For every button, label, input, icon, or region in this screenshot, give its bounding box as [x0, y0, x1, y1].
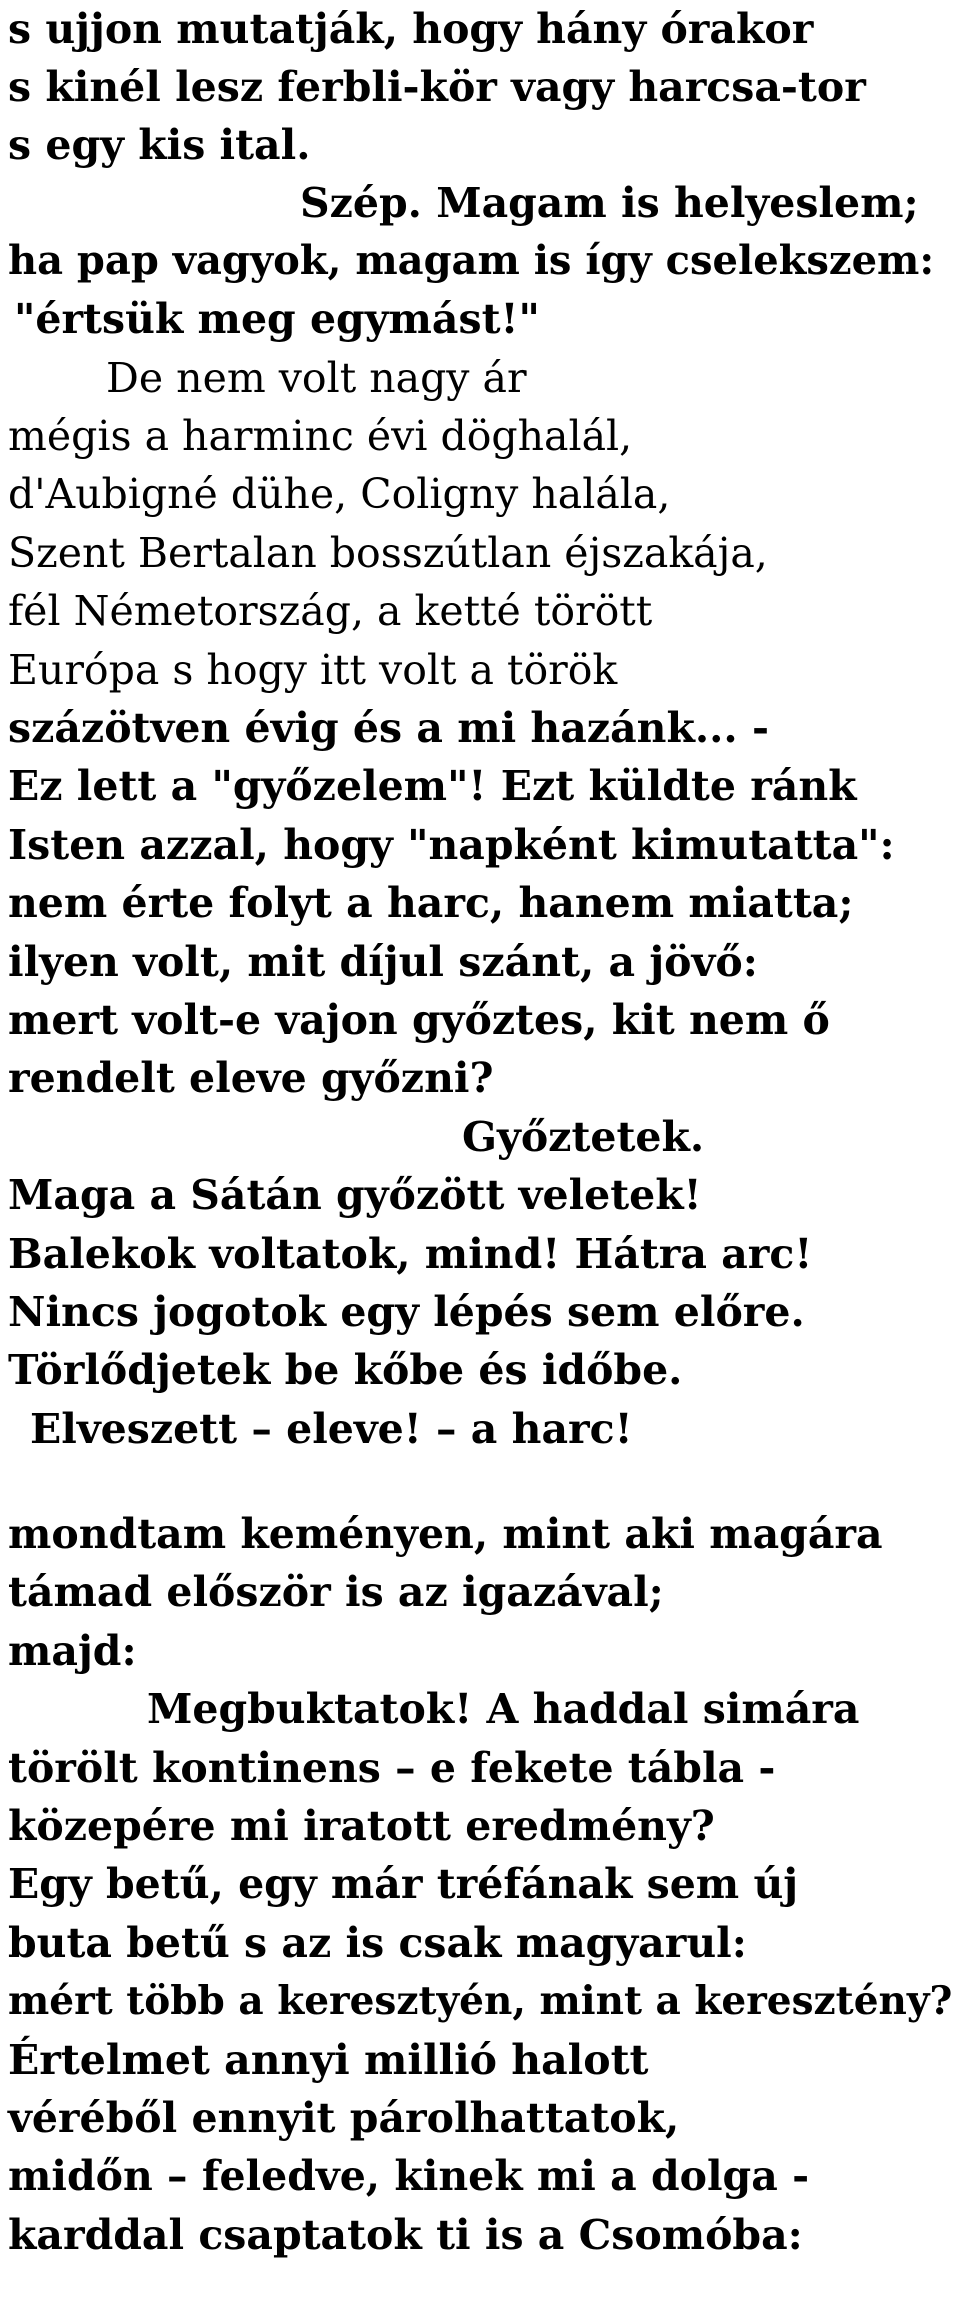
poem-line-19: rendelt eleve győzni? [8, 1054, 494, 1102]
poem-line-33: buta betű s az is csak magyarul: [8, 1919, 747, 1967]
poem-line-31: közepére mi iratott eredmény? [8, 1802, 715, 1850]
poem-line-7: De nem volt nagy ár [106, 354, 527, 402]
poem-line-4: Szép. Magam is helyeslem; [300, 179, 919, 227]
poem-line-37: midőn – feledve, kinek mi a dolga - [8, 2152, 810, 2200]
poem-line-23: Nincs jogotok egy lépés sem előre. [8, 1288, 805, 1336]
poem-line-12: Európa s hogy itt volt a török [8, 646, 618, 694]
poem-line-21: Maga a Sátán győzött veletek! [8, 1171, 702, 1219]
poem-line-11: fél Németország, a ketté törött [8, 587, 653, 635]
poem-line-26: mondtam keményen, mint aki magára [8, 1510, 883, 1558]
poem-line-13: százötven évig és a mi hazánk... - [8, 704, 769, 752]
poem-line-29: Megbuktatok! A haddal simára [147, 1685, 860, 1733]
poem-line-5: ha pap vagyok, magam is így cselekszem: [8, 237, 935, 284]
poem-line-28: majd: [8, 1627, 137, 1675]
poem-line-3: s egy kis ital. [8, 121, 311, 169]
poem-line-17: ilyen volt, mit díjul szánt, a jövő: [8, 938, 758, 986]
poem-line-27: támad először is az igazával; [8, 1568, 664, 1616]
poem-line-10: Szent Bertalan bosszútlan éjszakája, [8, 529, 768, 577]
poem-line-8: mégis a harminc évi döghalál, [8, 412, 633, 460]
poem-line-20: Győztetek. [462, 1113, 705, 1161]
poem-line-25: Elveszett – eleve! – a harc! [30, 1405, 633, 1453]
poem-line-36: véréből ennyit párolhattatok, [8, 2094, 680, 2142]
poem-line-9: d'Aubigné dühe, Coligny halála, [8, 470, 671, 518]
poem-line-35: Értelmet annyi millió halott [8, 2036, 649, 2084]
poem-line-15: Isten azzal, hogy "napként kimutatta": [8, 821, 895, 869]
poem-line-2: s kinél lesz ferbli-kör vagy harcsa-tor [8, 63, 866, 111]
poem-line-34: mért több a keresztyén, mint a keresztény? [8, 1978, 953, 2024]
poem-line-30: törölt kontinens – e fekete tábla - [8, 1744, 776, 1792]
poem-line-32: Egy betű, egy már tréfának sem új [8, 1860, 799, 1908]
poem-line-18: mert volt-e vajon győztes, kit nem ő [8, 996, 830, 1044]
poem-line-24: Törlődjetek be kőbe és időbe. [8, 1346, 683, 1394]
poem-line-38: karddal csaptatok ti is a Csomóba: [8, 2211, 803, 2259]
poem-line-16: nem érte folyt a harc, hanem miatta; [8, 879, 854, 927]
poem-line-14: Ez lett a "győzelem"! Ezt küldte ránk [8, 762, 857, 810]
poem-line-6: "értsük meg egymást!" [14, 295, 540, 343]
poem-line-22: Balekok voltatok, mind! Hátra arc! [8, 1230, 813, 1278]
poem-line-1: s ujjon mutatják, hogy hány órakor [8, 5, 814, 53]
